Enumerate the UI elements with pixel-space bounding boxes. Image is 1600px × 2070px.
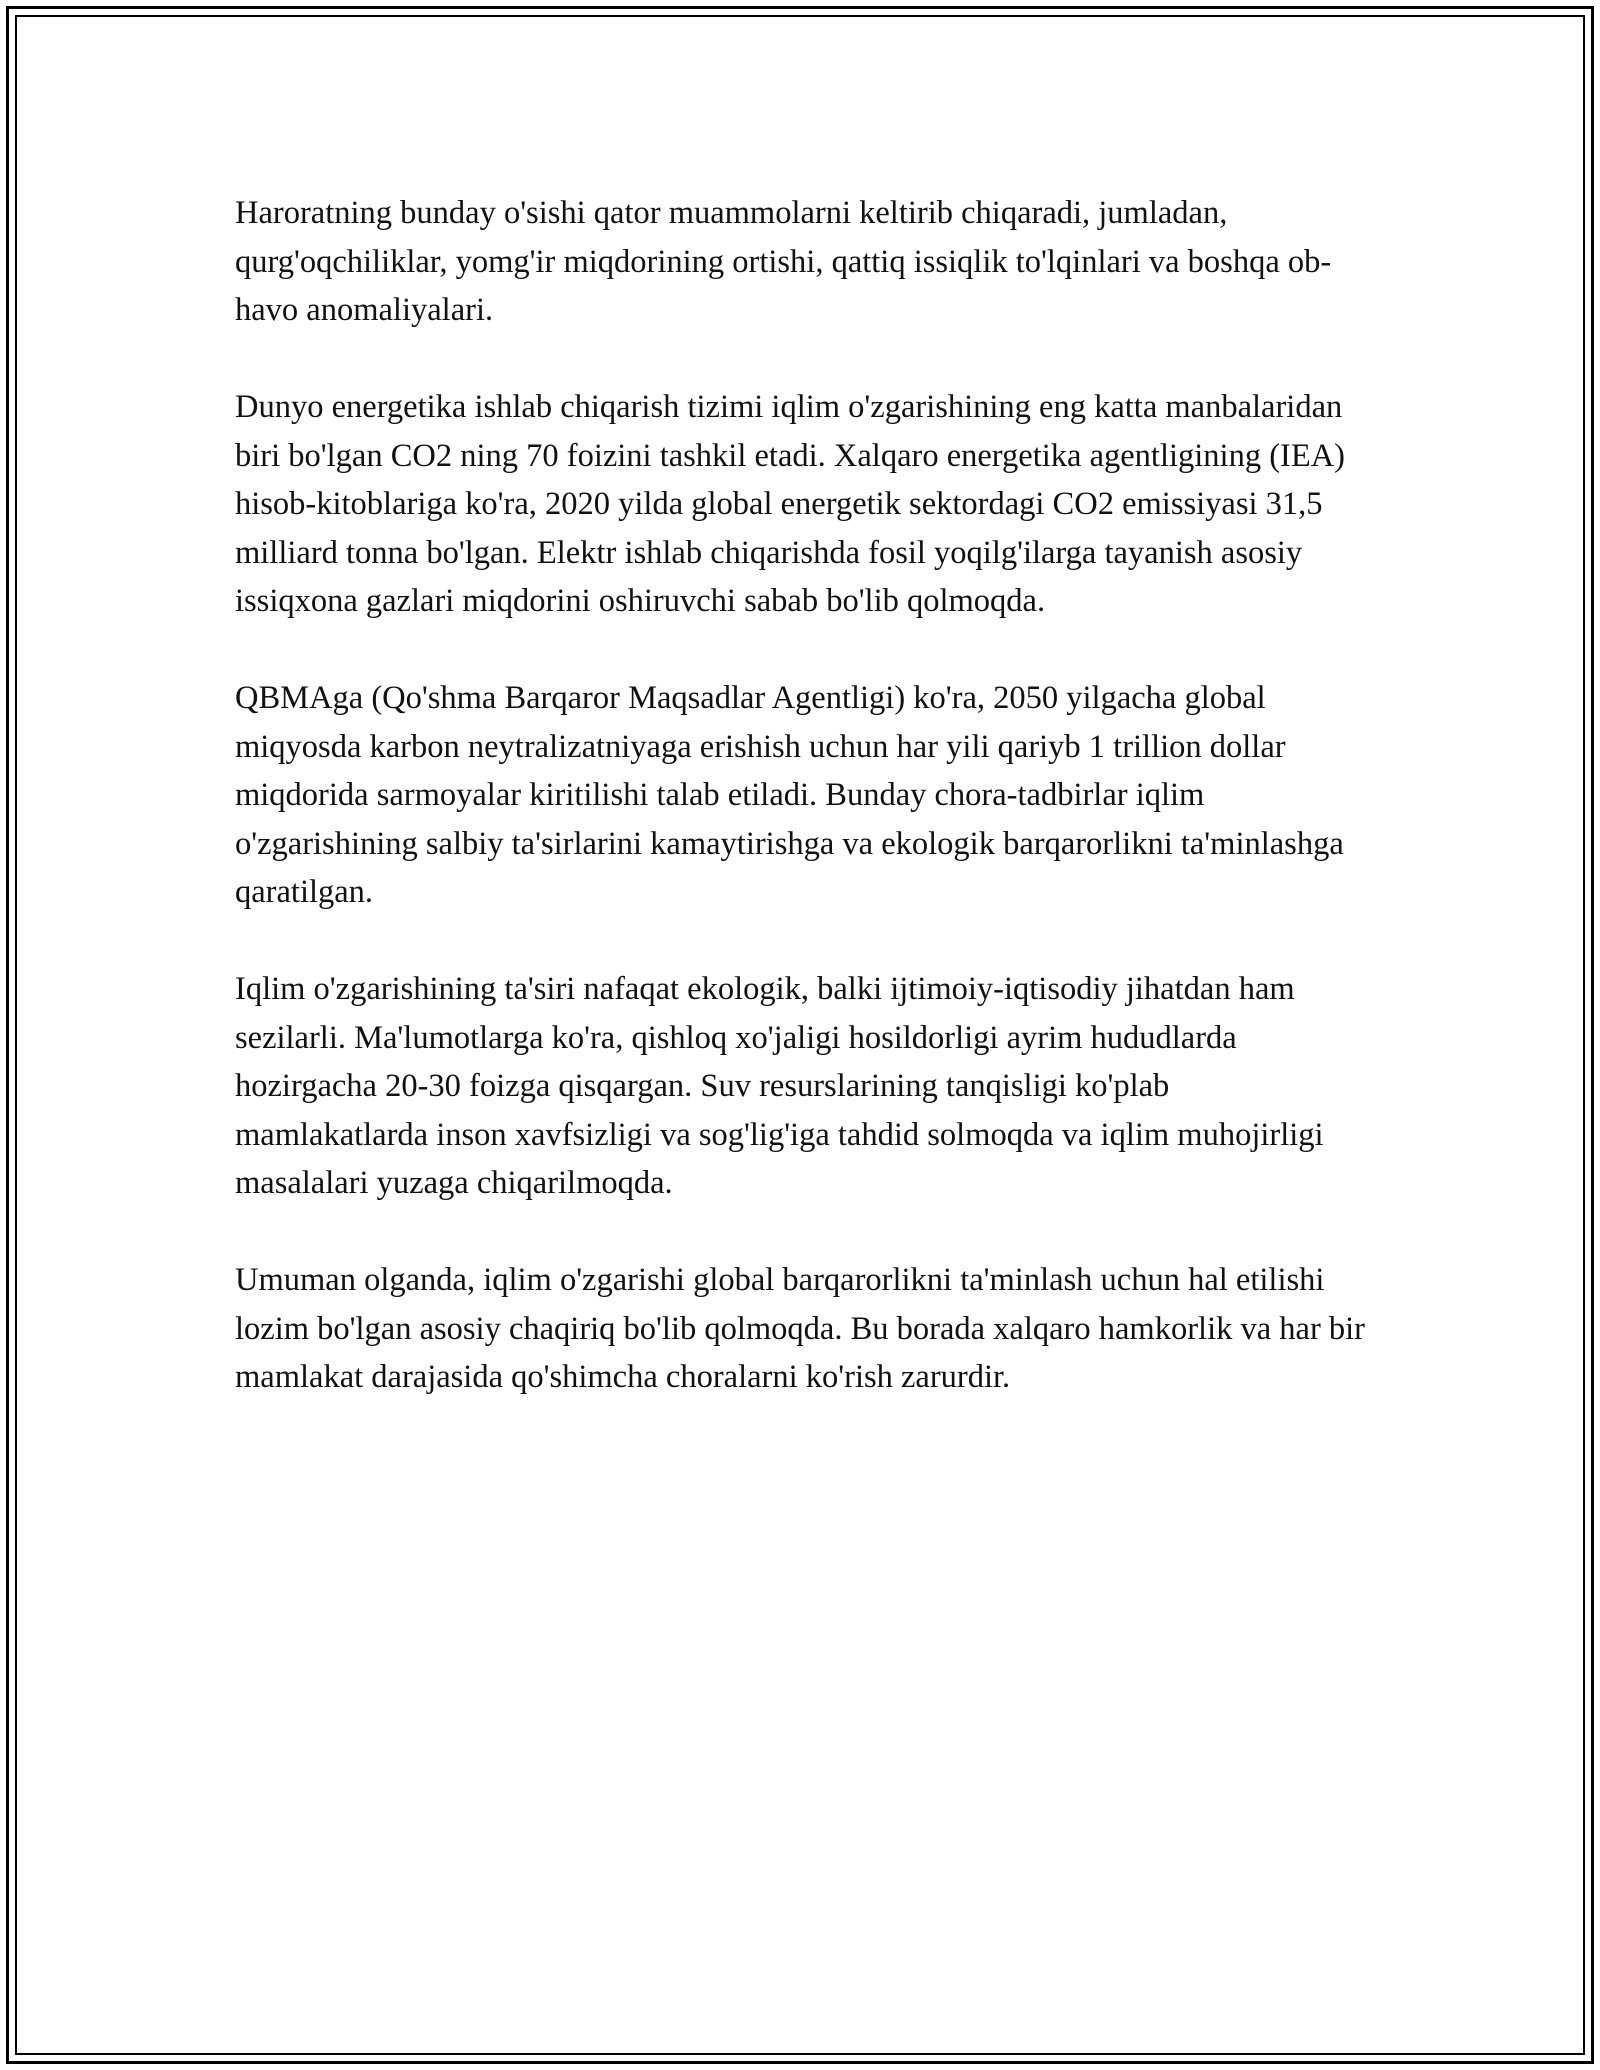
paragraph-5: Umuman olganda, iqlim o'zgarishi global barqarorlikni ta'minlash uchun hal etilishi lozim bo'lgan asosiy chaqiriq bo'lib qolmoqda. Bu borada xalqaro hamkorlik va har bir mamlakat darajasida qo'shimcha choralarni ko'rish zarurdir.: [235, 1262, 1365, 1395]
paragraph-1: Haroratning bunday o'sishi qator muammolarni keltirib chiqaradi, jumladan, qurg'oqchiliklar, yomg'ir miqdorining ortishi, qattiq issiqlik to'lqinlari va boshqa ob-havo anomaliyalari.: [235, 195, 1332, 328]
document-body: [235, 189, 1370, 1450]
paragraph-4: Iqlim o'zgarishining ta'siri nafaqat ekologik, balki ijtimoiy-iqtisodiy jihatdan ham sezilarli. Ma'lumotlarga ko'ra, qishloq xo'jaligi hosildorligi ayrim hududlarda hozirgacha 20-30 foizga qisqargan. Suv resurslarining tanqisligi ko'plab mamlakatlarda inson xavfsizligi va sog'lig'iga tahdid solmoqda va iqlim muhojirligi masalalari yuzaga chiqarilmoqda.: [235, 971, 1324, 1201]
paragraph-2: Dunyo energetika ishlab chiqarish tizimi iqlim o'zgarishining eng katta manbalaridan biri bo'lgan CO2 ning 70 foizini tashkil etadi. Xalqaro energetika agentligining (IEA) hisob-kitoblariga ko'ra, 2020 yilda global energetik sektordagi CO2 emissiyasi 31,5 milliard tonna bo'lgan. Elektr ishlab chiqarishda fosil yoqilg'ilarga tayanish asosiy issiqxona gazlari miqdorini oshiruvchi sabab bo'lib qolmoqda.: [235, 389, 1345, 619]
paragraph-3: QBMAga (Qo'shma Barqaror Maqsadlar Agentligi) ko'ra, 2050 yilgacha global miqyosda karbon neytralizatniyaga erishish uchun har yili qariyb 1 trillion dollar miqdorida sarmoyalar kiritilishi talab etiladi. Bunday chora-tadbirlar iqlim o'zgarishining salbiy ta'sirlarini kamaytirishga va ekologik barqarorlikni ta'minlashga qaratilgan.: [235, 680, 1344, 910]
